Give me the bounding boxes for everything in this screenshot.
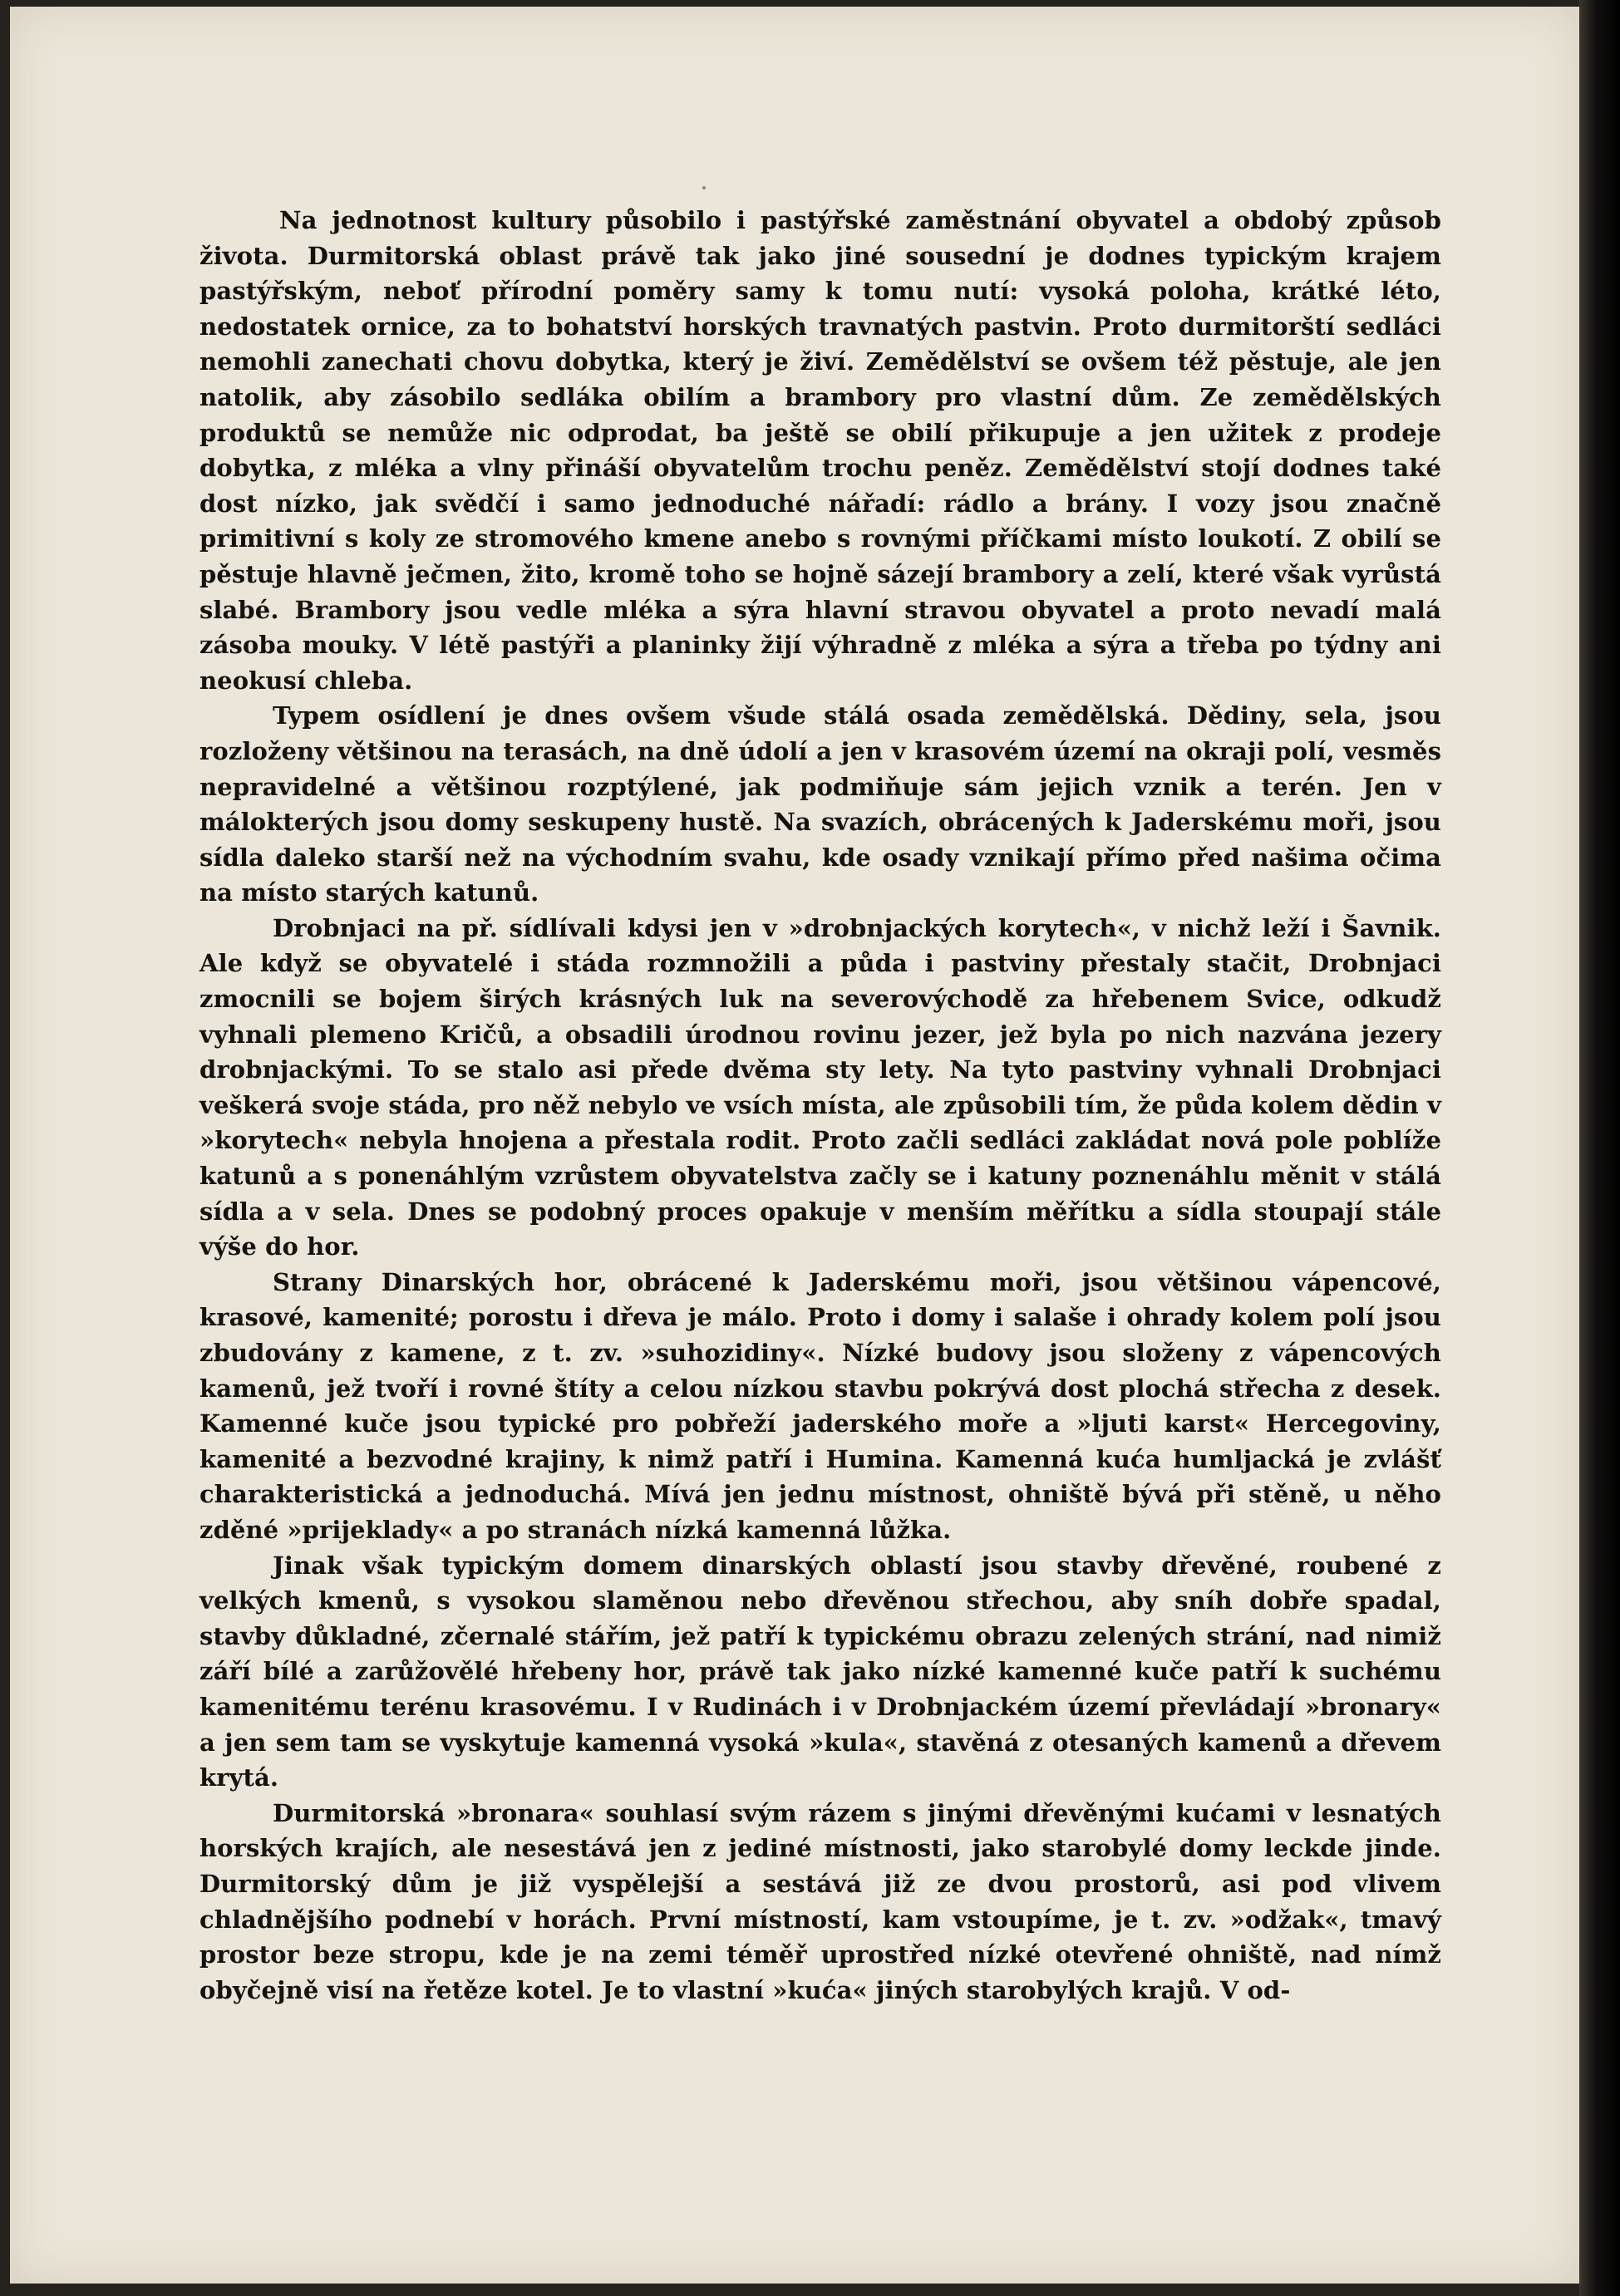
body-text bbox=[199, 203, 1441, 2008]
paragraph-settlement: Typem osídlení je dnes ovšem všude stálá osada zemědělská. Dědiny, sela, jsou rozloženy většinou na terasách, na dně údolí a jen v krasovém území na okraji polí, vesměs nepravidelné a většinou rozptýlené, jak podmiňuje sám jejich vznik a terén. Jen v málokterých jsou domy seskupeny hustě. Na svazích, obrácených k Jaderskému moři, jsou sídla daleko starší než na východním svahu, kde osady vznikají přímo před našima očima na místo starých katunů. bbox=[199, 701, 1441, 907]
page-edge-shadow bbox=[1579, 0, 1620, 2296]
paper-speck bbox=[702, 186, 706, 189]
paragraph-bronara: Durmitorská »bronara« souhlasí svým rázem s jinými dřevěnými kućami v lesnatých horských krajích, ale nesestává jen z jediné místnosti, jako starobylé domy leckde jinde. Durmitorský dům je již vyspělejší a sestává již ze dvou prostorů, asi pod vlivem chladnějšího podnebí v horách. První místností, kam vstoupíme, je t. zv. »odžak«, tmavý prostor beze stropu, kde je na zemi téměř uprostřed nízké otevřené ohniště, nad nímž obyčejně visí na řetěze kotel. Je to vlastní »kuća« jiných starobylých krajů. V od- bbox=[199, 1798, 1441, 2004]
paragraph-culture: Na jednotnost kultury působilo i pastýřské zaměstnání obyvatel a obdobý způsob života. Durmitorská oblast právě tak jako jiné sousední je dodnes typickým krajem pastýřským, neboť přírodní poměry samy k tomu nutí: vysoká poloha, krátké léto, nedostatek ornice, za to bohatství horských travnatých pastvin. Proto durmitorští sedláci nemohli zanechati chovu dobytka, který je živí. Zemědělství se ovšem též pěstuje, ale jen natolik, aby zásobilo sedláka obilím a brambory pro vlastní dům. Ze zemědělských produktů se nemůže nic odprodat, ba ještě se obilí přikupuje a jen užitek z prodeje dobytka, z mléka a vlny přináší obyvatelům trochu peněz. Zemědělství stojí dodnes také dost nízko, jak svědčí i samo jednoduché nářadí: rádlo a brány. I vozy jsou značně primitivní s koly ze stromového kmene anebo s rovnými příčkami místo loukotí. Z obilí se pěstuje hlavně ječmen, žito, kromě toho se hojně sázejí brambory a zelí, které však vyrůstá slabé. Brambory jsou vedle mléka a sýra hlavní stravou obyvatel a proto nevadí malá zásoba mouky. V létě pastýři a planinky žijí výhradně z mléka a sýra a třeba po týdny ani neokusí chleba. bbox=[199, 206, 1441, 695]
paragraph-drobnjaci: Drobnjaci na př. sídlívali kdysi jen v »drobnjackých korytech«, v nichž leží i Šavnik. Ale když se obyvatelé i stáda rozmnožili a půda i pastviny přestaly stačit, Drobnjaci zmocnili se bojem širých krásných luk na severovýchodě za hřebenem Svice, odkudž vyhnali plemeno Kričů, a obsadili úrodnou rovinu jezer, jež byla po nich nazvána jezery drobnjackými. To se stalo asi přede dvěma sty lety. Na tyto pastviny vyhnali Drobnjaci veškerá svoje stáda, pro něž nebylo ve vsích místa, ale způsobili tím, že půda kolem dědin v »korytech« nebyla hnojena a přestala rodit. Proto začli sedláci zakládat nová pole poblíže katunů a s ponenáhlým vzrůstem obyvatelstva začly se i katuny poznenáhlu měnit v stálá sídla a v sela. Dnes se podobný proces opakuje v menším měřítku a sídla stoupají stále výše do hor. bbox=[199, 913, 1441, 1261]
paragraph-dinaric-slopes: Strany Dinarských hor, obrácené k Jaderskému moři, jsou většinou vápencové, krasové, kamenité; porostu i dřeva je málo. Proto i domy i salaše i ohrady kolem polí jsou zbudovány z kamene, z t. zv. »suhozidiny«. Nízké budovy jsou složeny z vápencových kamenů, jež tvoří i rovné štíty a celou nízkou stavbu pokrývá dost plochá střecha z desek. Kamenné kuče jsou typické pro pobřeží jaderského moře a »ljuti karst« Hercegoviny, kamenité a bezvodné krajiny, k nimž patří i Humina. Kamenná kuća humljacká je zvlášť charakteristická a jednoduchá. Mívá jen jednu místnost, ohniště bývá při stěně, u něho zděné »prijeklady« a po stranách nízká kamenná lůžka. bbox=[199, 1267, 1441, 1544]
paragraph-wooden-houses: Jinak však typickým domem dinarských oblastí jsou stavby dřevěné, roubené z velkých kmenů, s vysokou slaměnou nebo dřevěnou střechou, aby sníh dobře spadal, stavby důkladné, zčernalé stářím, jež patří k typickému obrazu zelených strání, nad nimiž září bílé a zarůžovělé hřebeny hor, právě tak jako nízké kamenné kuče patří k suchému kamenitému terénu krasovému. I v Rudinách i v Drobnjackém území převládají »bronary« a jen sem tam se vyskytuje kamenná vysoká »kula«, stavěná z otesaných kamenů a dřevem krytá. bbox=[199, 1551, 1441, 1792]
